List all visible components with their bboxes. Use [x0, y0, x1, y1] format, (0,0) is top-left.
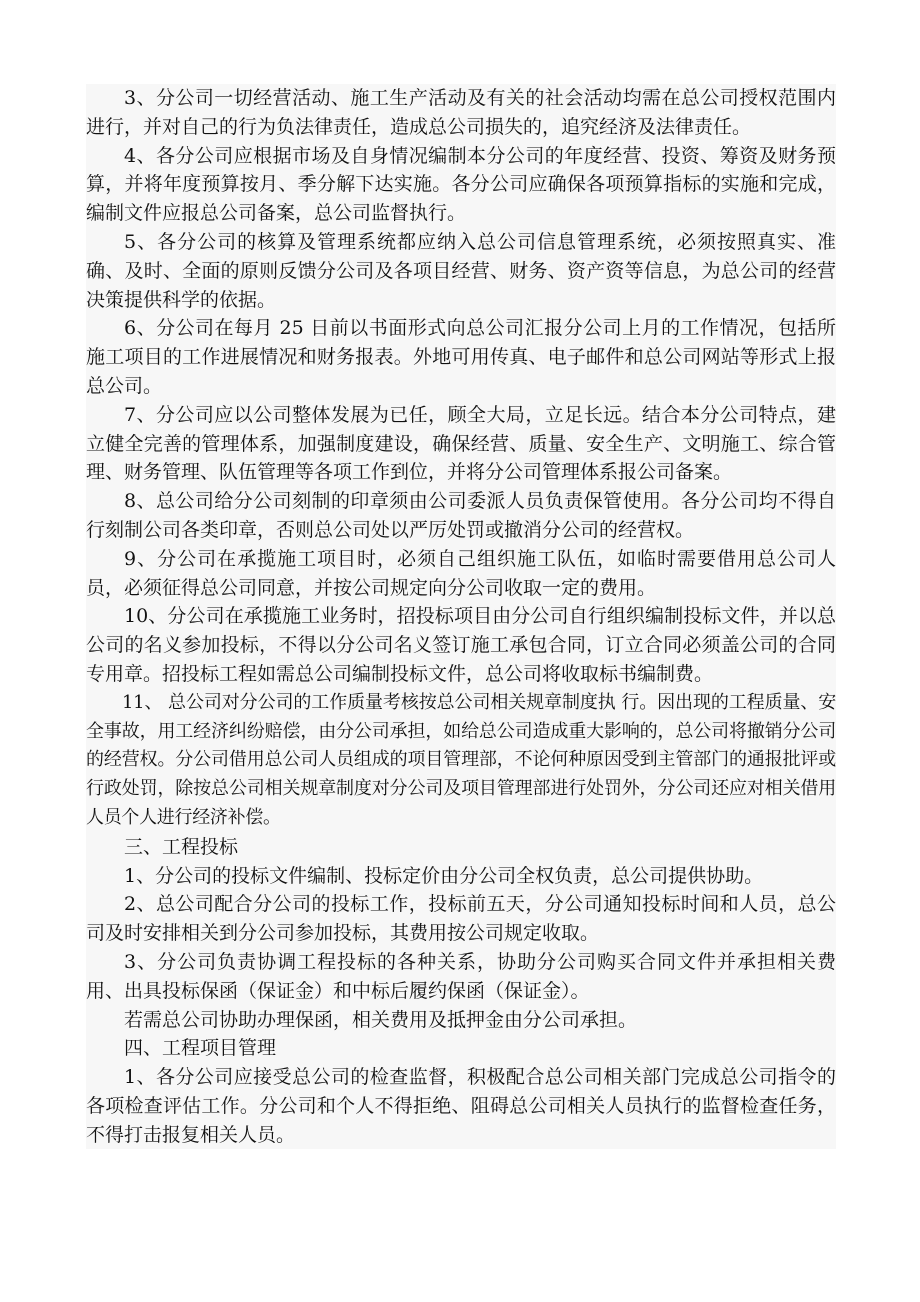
- paragraph-5: 5、各分公司的核算及管理系统都应纳入总公司信息管理系统，必须按照真实、准确、及时、全面的原则反馈分公司及各项目经营、财务、资产资等信息，为总公司的经营决策提供科学的依据。: [86, 230, 836, 311]
- bidding-note: 若需总公司协助办理保函，相关费用及抵押金由分公司承担。: [124, 1008, 638, 1031]
- paragraph-4: 4、各分公司应根据市场及自身情况编制本分公司的年度经营、投资、筹资及财务预算，并将年度预算按月、季分解下达实施。各分公司应确保各项预算指标的实施和完成，编制文件应报总公司备案，总公司监督执行。: [86, 144, 836, 225]
- paragraph-9: 9、分公司在承揽施工项目时，必须自己组织施工队伍，如临时需要借用总公司人员，必须征得总公司同意，并按公司规定向分公司收取一定的费用。: [86, 547, 836, 599]
- paragraph-10: 10、分公司在承揽施工业务时，招投标项目由分公司自行组织编制投标文件，并以总公司的名义参加投标，不得以分公司名义签订施工承包合同，订立合同必须盖公司的合同专用章。招投标工程如需总公司编制投标文件，总公司将收取标书编制费。: [86, 605, 836, 685]
- paragraph-8: 8、总公司给分公司刻制的印章须由公司委派人员负责保管使用。各分公司均不得自行刻制公司各类印章，否则总公司处以严厉处罚或撤消分公司的经营权。: [86, 490, 836, 541]
- section-heading-project-management: 四、工程项目管理: [124, 1037, 277, 1060]
- bidding-item-2: 2、总公司配合分公司的投标工作，投标前五天，分公司通知投标时间和人员，总公司及时安排相关到分公司参加投标，其费用按公司规定收取。: [86, 893, 836, 945]
- document-page: [86, 84, 836, 1149]
- section-heading-bidding: 三、工程投标: [124, 835, 239, 858]
- paragraph-6: 6、分公司在每月 25 日前以书面形式向总公司汇报分公司上月的工作情况，包括所施工项目的工作进展情况和财务报表。外地可用传真、电子邮件和总公司网站等形式上报总公司。: [86, 317, 836, 397]
- project-management-item-1: 1、各分公司应接受总公司的检查监督，积极配合总公司相关部门完成总公司指令的各项检查评估工作。分公司和个人不得拒绝、阻碍总公司相关人员执行的监督检查任务，不得打击报复相关人员。: [86, 1066, 836, 1146]
- paragraph-11: 11、 总公司对分公司的工作质量考核按总公司相关规章制度执 行。因出现的工程质量、安全事故，用工经济纠纷赔偿，由分公司承担，如给总公司造成重大影响的，总公司将撤销分公司的经营权。分公司借用总公司人员组成的项目管理部，不论何种原因受到主管部门的通报批评或行政处罚，除按总公司相关规章制度对分公司及项目管理部进行处罚外，分公司还应对相关借用人员个人进行经济补偿。: [86, 691, 836, 828]
- paragraph-3: 3、分公司一切经营活动、施工生产活动及有关的社会活动均需在总公司授权范围内进行，并对自己的行为负法律责任，造成总公司损失的，追究经济及法律责任。: [86, 87, 836, 138]
- bidding-item-1: 1、分公司的投标文件编制、投标定价由分公司全权负责，总公司提供协助。: [124, 864, 764, 887]
- bidding-item-3: 3、分公司负责协调工程投标的各种关系，协助分公司购买合同文件并承担相关费用、出具投标保函（保证金）和中标后履约保函（保证金）。: [86, 950, 836, 1002]
- paragraph-7: 7、分公司应以公司整体发展为已任，顾全大局，立足长远。结合本分公司特点，建立健全完善的管理体系，加强制度建设，确保经营、质量、安全生产、文明施工、综合管理、财务管理、队伍管理等各项工作到位，并将分公司管理体系报公司备案。: [86, 403, 836, 484]
